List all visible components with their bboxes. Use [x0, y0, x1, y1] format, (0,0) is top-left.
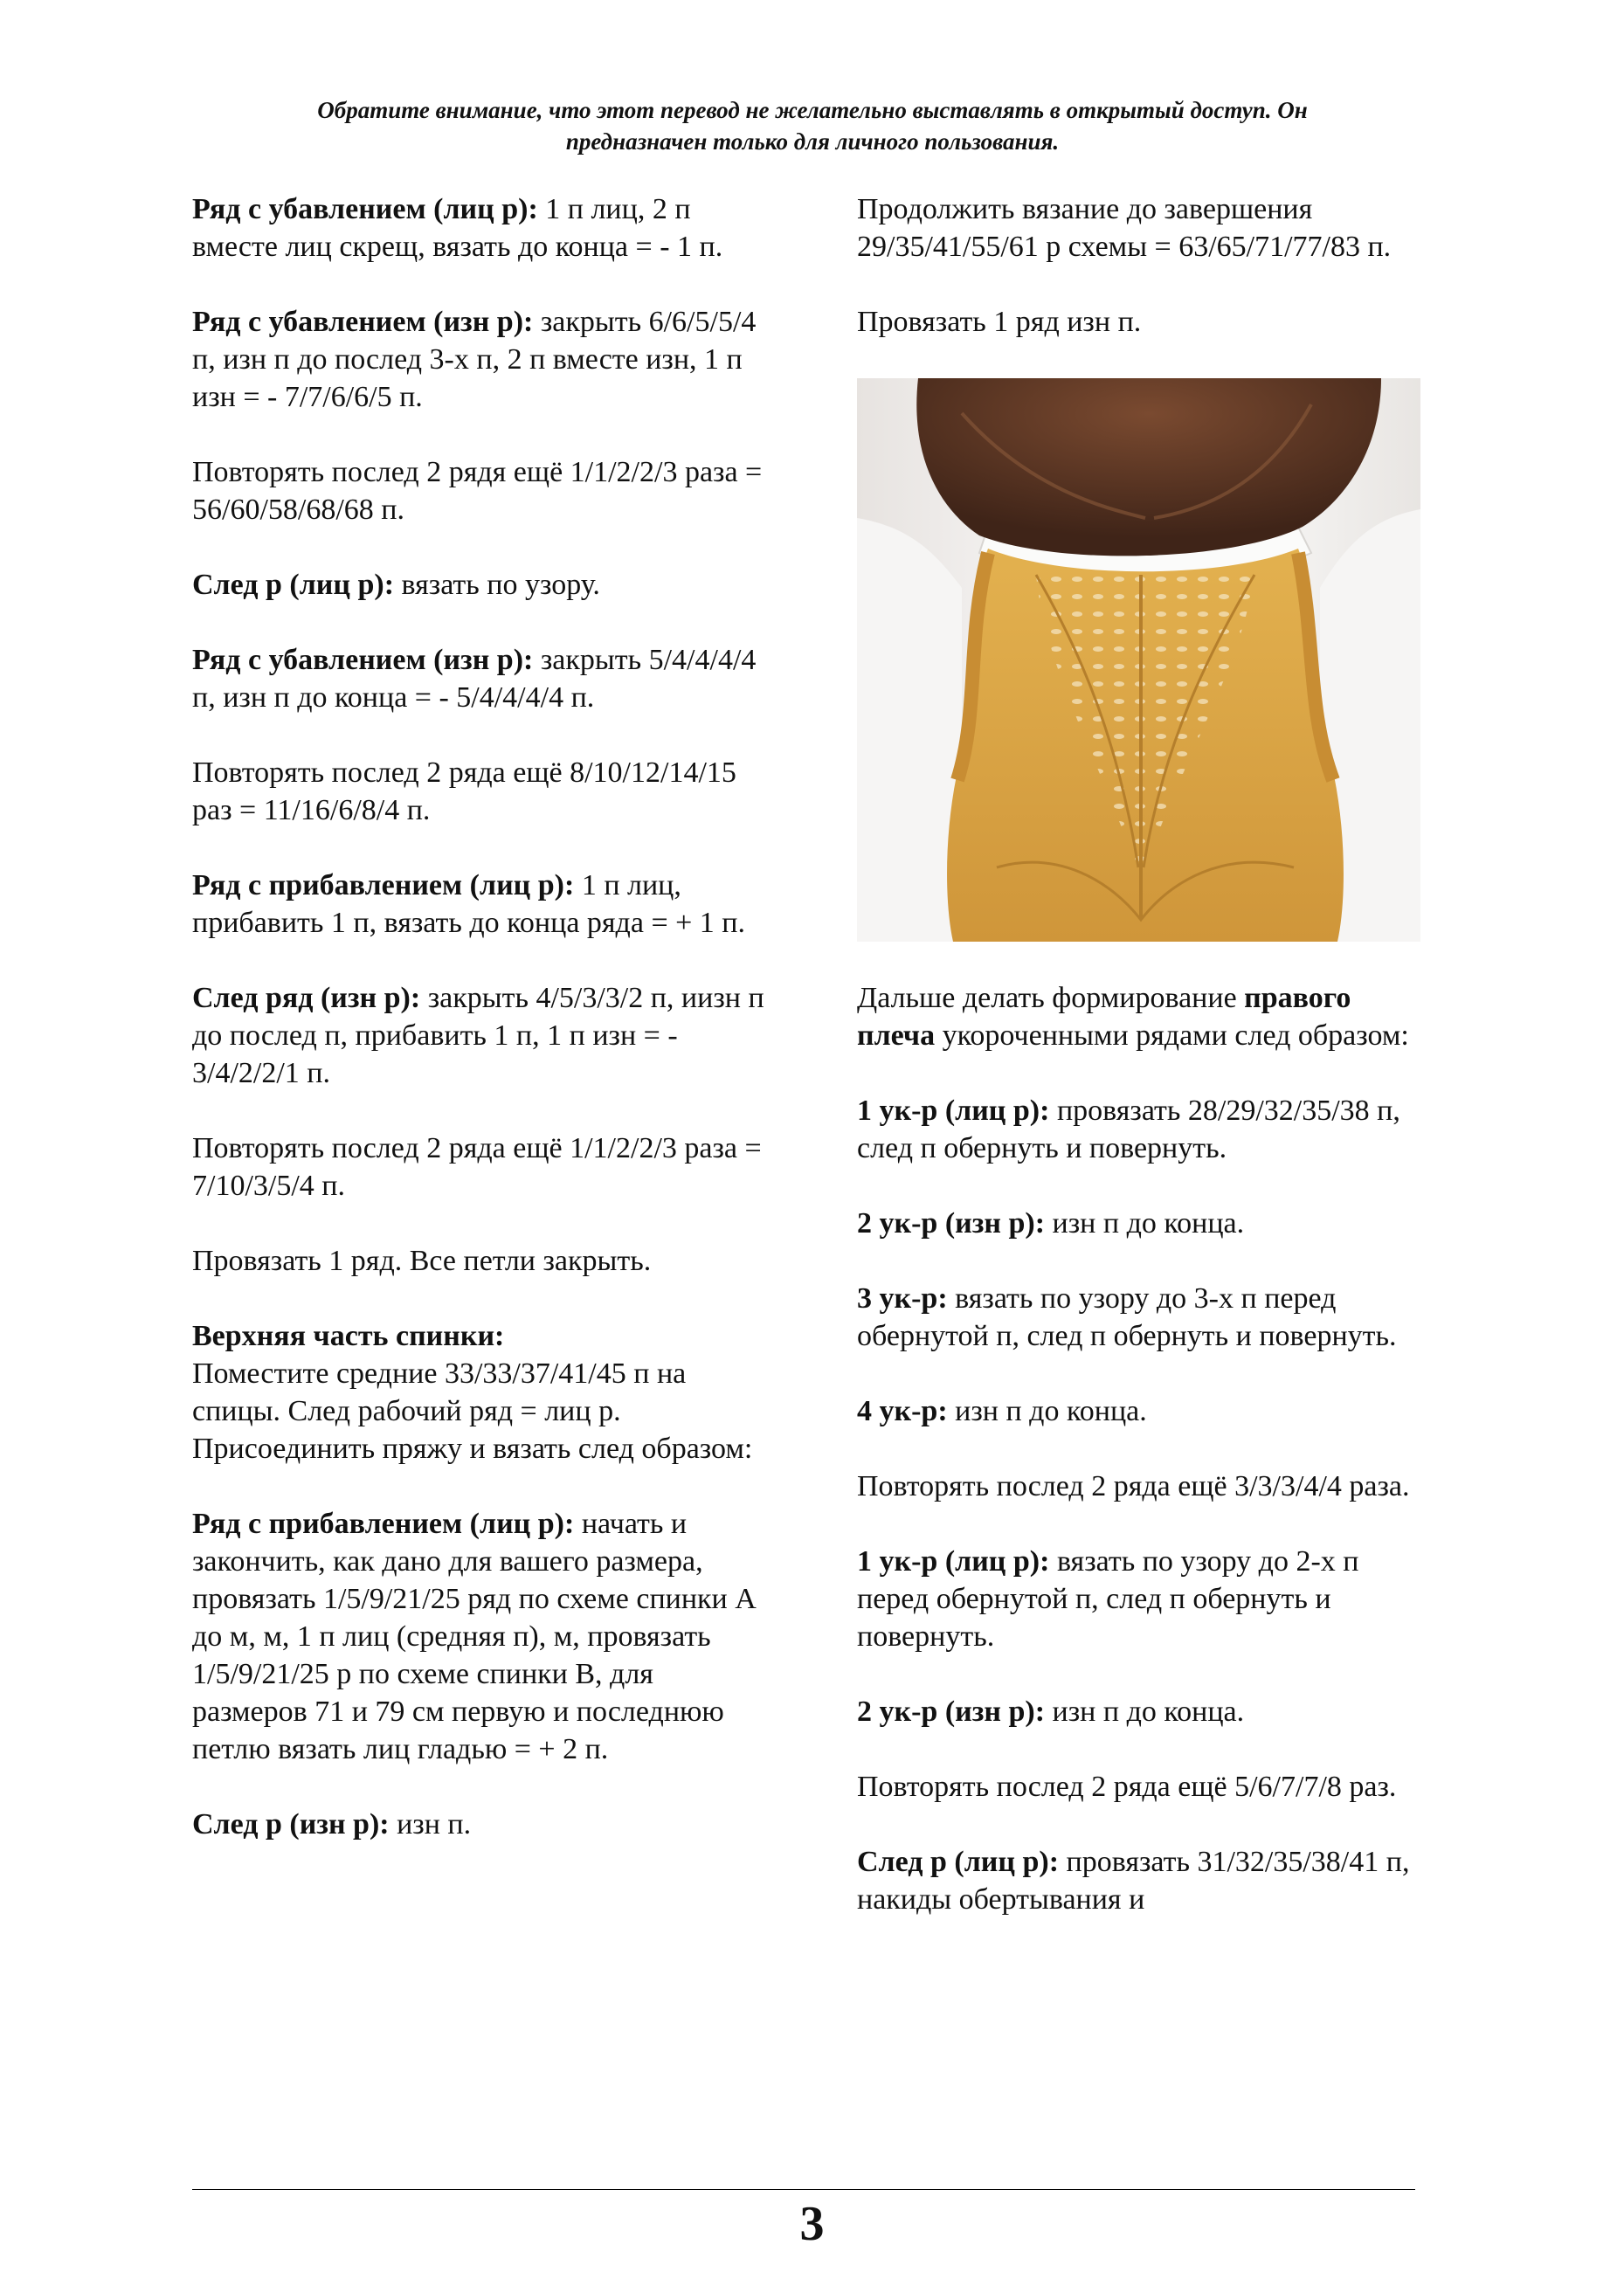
instruction-text: Повторять послед 2 рядя ещё 1/1/2/2/3 раза = 56/60/58/68/68 п. — [192, 456, 763, 526]
instruction-label: 3 ук-р: — [857, 1282, 948, 1315]
instruction-paragraph — [857, 303, 1425, 341]
instruction-label: Ряд с прибавлением (лиц р): — [192, 1508, 575, 1540]
privacy-notice-line-1: Обратите внимание, что этот перевод не желательно выставлять в открытый доступ. Он — [317, 97, 1308, 123]
instruction-paragraph — [192, 303, 769, 416]
instruction-paragraph — [857, 979, 1425, 1054]
instruction-text: вязать по узору. — [394, 569, 600, 601]
instruction-text: укороченными рядами след образом: — [935, 1019, 1409, 1052]
instruction-label: Ряд с прибавлением (лиц р): — [192, 869, 575, 901]
instruction-text: Повторять послед 2 ряда ещё 8/10/12/14/15 раз = 11/16/6/8/4 п. — [192, 756, 736, 826]
instruction-paragraph — [192, 1129, 769, 1205]
instruction-text: закрыть 4/5/3/3/2 п, иизн п до послед п, прибавить 1 п, 1 п изн = - 3/4/2/2/1 п. — [192, 982, 764, 1089]
page-number: 3 — [799, 2197, 825, 2251]
instruction-text: вязать по узору до 3-х п перед обернутой п, след п обернуть и повернуть. — [857, 1282, 1397, 1352]
instruction-label: 1 ук-р (лиц р): — [857, 1095, 1050, 1127]
right-column — [857, 190, 1425, 1956]
instruction-text: начать и закончить, как дано для вашего размера, провязать 1/5/9/21/25 ряд по схеме спинки А до м, м, 1 п лиц (средняя п), м, провязать 1/5/9/21/25 р по схеме спинки В, для размеров 71 и 79 см первую и последнюю петлю вязать лиц гладью = + 2 п. — [192, 1508, 757, 1765]
instruction-text: Повторять послед 2 ряда ещё 1/1/2/2/3 раза = 7/10/3/5/4 п. — [192, 1132, 762, 1202]
instruction-label: Ряд с убавлением (лиц р): — [192, 193, 538, 225]
instruction-paragraph — [192, 867, 769, 942]
instruction-text: закрыть 5/4/4/4/4 п, изн п до конца = - 5/4/4/4/4 п. — [192, 644, 757, 714]
instruction-text: 1 п лиц, прибавить 1 п, вязать до конца ряда = + 1 п. — [192, 869, 745, 939]
instruction-paragraph — [192, 754, 769, 829]
vest-back-photo — [857, 378, 1420, 942]
instruction-text: Поместите средние 33/33/37/41/45 п на спицы. След рабочий ряд = лиц р. Присоединить пряжу и вязать след образом: — [192, 1357, 753, 1465]
instruction-text: изн п до конца. — [1045, 1207, 1245, 1240]
instruction-text: провязать 28/29/32/35/38 п, след п обернуть и повернуть. — [857, 1095, 1400, 1164]
instruction-label: Верхняя часть спинки: — [192, 1320, 505, 1352]
instruction-paragraph — [857, 1843, 1425, 1918]
left-column — [192, 190, 769, 1881]
instruction-paragraph — [192, 1806, 769, 1843]
instruction-label: След р (лиц р): — [192, 569, 395, 601]
privacy-notice-line-2: предназначен только для личного пользования. — [565, 128, 1060, 155]
instruction-label: След р (изн р): — [192, 1808, 390, 1841]
instruction-paragraph — [192, 190, 769, 266]
instruction-text: закрыть 6/6/5/5/4 п, изн п до послед 3-х п, 2 п вместе изн, 1 п изн = - 7/7/6/6/5 п. — [192, 306, 757, 413]
instruction-paragraph — [857, 1468, 1425, 1505]
instruction-label: Ряд с убавлением (изн р): — [192, 306, 534, 338]
instruction-text: провязать 31/32/35/38/41 п, накиды обертывания и — [857, 1846, 1410, 1916]
instruction-label: 1 ук-р (лиц р): — [857, 1545, 1050, 1578]
instruction-text: изн п до конца. — [947, 1395, 1147, 1427]
instruction-text: Повторять послед 2 ряда ещё 3/3/3/4/4 раза. — [857, 1470, 1410, 1502]
instruction-paragraph — [857, 1205, 1425, 1242]
instruction-text: Провязать 1 ряд. Все петли закрыть. — [192, 1245, 652, 1277]
instruction-label: След ряд (изн р): — [192, 982, 421, 1014]
instruction-label: Ряд с убавлением (изн р): — [192, 644, 534, 676]
instruction-paragraph — [857, 1543, 1425, 1655]
instruction-emphasis: правого плеча — [857, 982, 1351, 1052]
instruction-paragraph — [857, 1392, 1425, 1430]
instruction-text: вязать по узору до 2-х п перед обернутой п, след п обернуть и повернуть. — [857, 1545, 1359, 1653]
instruction-paragraph — [192, 1242, 769, 1280]
instruction-text: изн п до конца. — [1045, 1696, 1245, 1728]
instruction-paragraph — [857, 1768, 1425, 1806]
instruction-paragraph — [192, 979, 769, 1092]
privacy-notice — [157, 94, 1468, 157]
instruction-text: Повторять послед 2 ряда ещё 5/6/7/7/8 раз. — [857, 1771, 1397, 1803]
instruction-text: 1 п лиц, 2 п вместе лиц скрещ, вязать до конца = - 1 п. — [192, 193, 723, 263]
instruction-paragraph — [857, 1092, 1425, 1167]
instruction-text: изн п. — [389, 1808, 472, 1841]
instruction-paragraph — [857, 190, 1425, 266]
instruction-text: Провязать 1 ряд изн п. — [857, 306, 1142, 338]
instruction-paragraph — [192, 566, 769, 604]
instruction-paragraph — [857, 1693, 1425, 1730]
instruction-label: 2 ук-р (изн р): — [857, 1207, 1046, 1240]
instruction-paragraph — [857, 1280, 1425, 1355]
footer-rule — [192, 2189, 1415, 2190]
instruction-text: Дальше делать формирование — [857, 982, 1245, 1014]
instruction-paragraph — [192, 1317, 769, 1468]
instruction-label: 4 ук-р: — [857, 1395, 948, 1427]
instruction-text: Продолжить вязание до завершения 29/35/41/55/61 р схемы = 63/65/71/77/83 п. — [857, 193, 1392, 263]
instruction-paragraph — [192, 453, 769, 528]
instruction-paragraph — [192, 641, 769, 716]
instruction-paragraph — [192, 1505, 769, 1768]
instruction-label: След р (лиц р): — [857, 1846, 1060, 1878]
instruction-label: 2 ук-р (изн р): — [857, 1696, 1046, 1728]
